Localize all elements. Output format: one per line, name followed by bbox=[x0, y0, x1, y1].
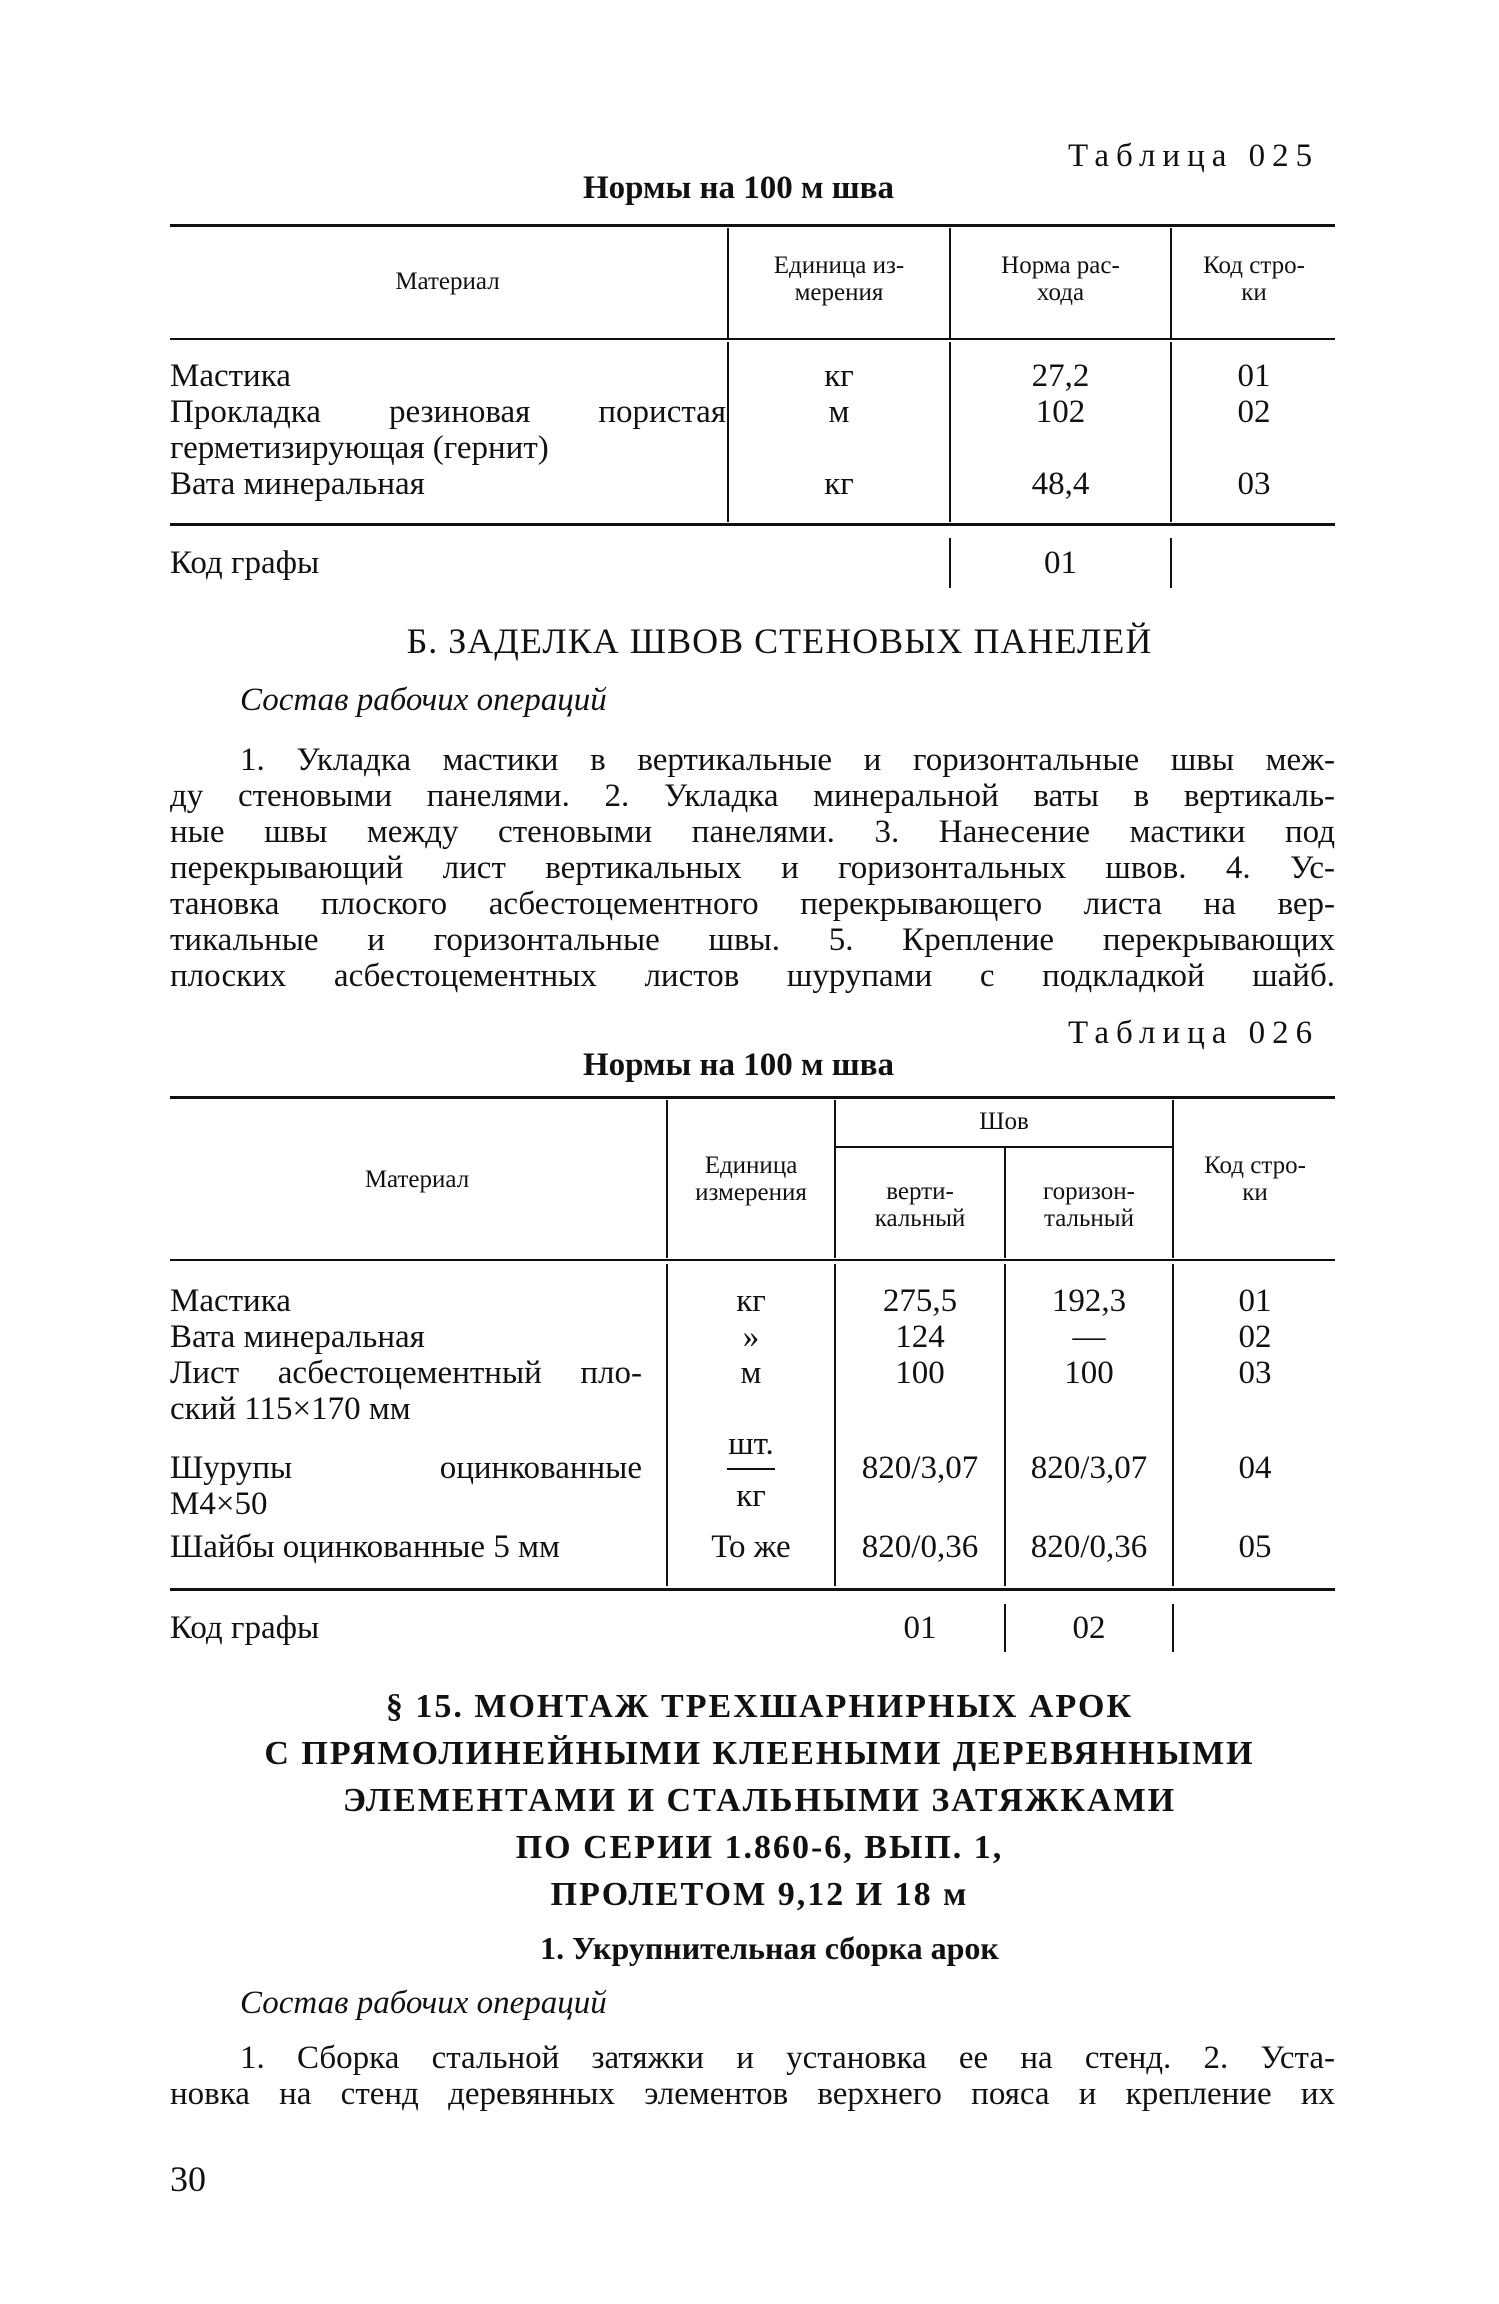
table-cell-unit: кг bbox=[736, 1283, 766, 1319]
header-unit bbox=[669, 1152, 833, 1206]
table-cell-unit: кг bbox=[824, 358, 854, 394]
table-rule bbox=[170, 523, 1335, 526]
table-rule bbox=[170, 1588, 1335, 1591]
table-cell-horizontal: 820/0,36 bbox=[1030, 1529, 1148, 1565]
table-cell-vertical: 100 bbox=[895, 1355, 945, 1391]
section-15-paragraph bbox=[170, 2040, 1335, 2112]
table-footer-col: 01 bbox=[903, 1610, 937, 1646]
table-cell-code: 03 bbox=[1238, 1355, 1272, 1391]
header-horizontal-line: горизон- bbox=[1043, 1178, 1135, 1205]
table-cell-material: герметизирующая (гернит) bbox=[170, 430, 549, 466]
column-divider bbox=[666, 1100, 668, 1258]
header-code bbox=[1173, 252, 1335, 306]
column-divider bbox=[834, 1264, 836, 1586]
header-unit-line: Единица из- bbox=[773, 252, 905, 279]
column-divider bbox=[1172, 1604, 1174, 1652]
header-vertical bbox=[837, 1178, 1003, 1232]
table-cell-material: Шурупы оцинкованные bbox=[170, 1450, 642, 1486]
table-cell-norm: 27,2 bbox=[1031, 358, 1090, 394]
table-cell-unit: кг bbox=[824, 466, 854, 502]
column-divider bbox=[1170, 228, 1172, 338]
table-cell-vertical: 275,5 bbox=[882, 1283, 958, 1319]
table-cell-unit: м bbox=[740, 1355, 762, 1391]
paragraph-line: тикальные и горизонтальные швы. 5. Крепление перекрывающих bbox=[170, 922, 1335, 958]
table-rule bbox=[170, 1259, 1335, 1261]
title-line: ПО СЕРИИ 1.860-6, ВЫП. 1, bbox=[515, 1829, 1004, 1866]
table-cell-material: Шайбы оцинкованные 5 мм bbox=[170, 1529, 560, 1565]
section-b-title: Б. ЗАДЕЛКА ШВОВ СТЕНОВЫХ ПАНЕЛЕЙ bbox=[406, 621, 1153, 661]
header-code-line: Код стро- bbox=[1203, 252, 1305, 279]
header-code-line: Код стро- bbox=[1204, 1152, 1306, 1179]
table-026-norms: Нормы на 100 м шва bbox=[583, 1047, 894, 1083]
column-divider bbox=[949, 538, 951, 588]
operations-heading: Состав рабочих операций bbox=[240, 1985, 607, 2021]
column-divider bbox=[1170, 342, 1172, 522]
column-divider bbox=[1004, 1148, 1006, 1258]
header-unit bbox=[730, 252, 948, 306]
header-norm-line: хода bbox=[1036, 279, 1085, 306]
header-material: Материал bbox=[364, 1166, 470, 1193]
column-divider bbox=[727, 342, 729, 522]
header-unit-line: мерения bbox=[794, 279, 884, 306]
table-footer-label: Код графы bbox=[170, 545, 320, 581]
table-cell-material: ский 115×170 мм bbox=[170, 1391, 411, 1427]
table-footer-label: Код графы bbox=[170, 1610, 320, 1646]
table-cell-material: Мастика bbox=[170, 358, 291, 394]
header-horizontal bbox=[1007, 1178, 1171, 1232]
table-cell-horizontal: 100 bbox=[1064, 1355, 1114, 1391]
header-norm bbox=[952, 252, 1169, 306]
header-code-line: ки bbox=[1242, 1179, 1268, 1206]
table-cell-vertical: 820/0,36 bbox=[861, 1529, 979, 1565]
header-vertical-line: верти- bbox=[886, 1178, 954, 1205]
paragraph-line: ные швы между стеновыми панелями. 3. Нанесение мастики под bbox=[170, 814, 1335, 850]
column-divider bbox=[949, 228, 951, 338]
header-horizontal-line: тальный bbox=[1044, 1205, 1134, 1232]
section-15-subtitle: 1. Укрупнительная сборка арок bbox=[540, 1930, 999, 1966]
table-cell-code: 03 bbox=[1237, 466, 1271, 502]
table-cell-vertical: 820/3,07 bbox=[861, 1450, 979, 1486]
table-cell-material: Вата минеральная bbox=[170, 466, 425, 502]
paragraph-line: 1. Сборка стальной затяжки и установка ее на стенд. 2. Уста- bbox=[240, 2040, 1335, 2076]
table-cell-unit: То же bbox=[711, 1529, 791, 1565]
page-number: 30 bbox=[170, 2159, 206, 2199]
table-cell-material: Мастика bbox=[170, 1283, 291, 1319]
table-025-label: Таблица 025 bbox=[1068, 138, 1320, 174]
table-cell-unit: » bbox=[742, 1319, 760, 1355]
table-cell-code: 02 bbox=[1237, 394, 1271, 430]
header-seam: Шов bbox=[979, 1108, 1029, 1135]
fraction-bar bbox=[727, 1468, 775, 1470]
column-divider bbox=[834, 1100, 836, 1258]
table-cell-unit: м bbox=[828, 394, 850, 430]
table-rule bbox=[170, 224, 1335, 227]
header-unit-line: измерения bbox=[695, 1179, 807, 1206]
table-cell-material: Прокладка резиновая пористая bbox=[170, 394, 726, 430]
table-footer-col: 01 bbox=[1044, 545, 1077, 581]
table-cell-code: 02 bbox=[1238, 1319, 1272, 1355]
column-divider bbox=[1004, 1264, 1006, 1586]
table-cell-horizontal: — bbox=[1072, 1319, 1106, 1355]
header-vertical-line: кальный bbox=[874, 1205, 966, 1232]
table-cell-code: 01 bbox=[1237, 358, 1271, 394]
table-cell-material: Вата минеральная bbox=[170, 1319, 425, 1355]
title-line: ПРОЛЕТОМ 9,12 И 18 м bbox=[550, 1876, 969, 1913]
table-cell-unit-denominator: кг bbox=[736, 1478, 766, 1514]
table-rule bbox=[170, 1096, 1335, 1099]
table-026-label: Таблица 026 bbox=[1068, 1015, 1320, 1051]
paragraph-line: ду стеновыми панелями. 2. Укладка минеральной ваты в вертикаль- bbox=[170, 778, 1335, 814]
table-cell-material: Лист асбестоцементный пло- bbox=[170, 1355, 642, 1391]
header-code-line: ки bbox=[1241, 279, 1267, 306]
header-material: Материал bbox=[395, 268, 500, 295]
header-unit-line: Единица bbox=[704, 1152, 798, 1179]
column-divider bbox=[1170, 538, 1172, 588]
table-cell-code: 01 bbox=[1238, 1283, 1272, 1319]
header-code bbox=[1175, 1152, 1335, 1206]
column-divider bbox=[1172, 1100, 1174, 1258]
paragraph-line: тановка плоского асбестоцементного перекрывающего листа на вер- bbox=[170, 886, 1335, 922]
table-cell-norm: 102 bbox=[1035, 394, 1086, 430]
table-cell-material: М4×50 bbox=[170, 1486, 268, 1522]
paragraph-line: перекрывающий лист вертикальных и горизонтальных швов. 4. Ус- bbox=[170, 850, 1335, 886]
title-line: С ПРЯМОЛИНЕЙНЫМИ КЛЕЕНЫМИ ДЕРЕВЯННЫМИ bbox=[264, 1735, 1255, 1772]
section-15-title bbox=[0, 1683, 1499, 1918]
title-line: § 15. МОНТАЖ ТРЕХШАРНИРНЫХ АРОК bbox=[385, 1688, 1134, 1725]
table-cell-code: 05 bbox=[1238, 1529, 1272, 1565]
section-b-paragraph bbox=[170, 742, 1335, 994]
paragraph-line: новка на стенд деревянных элементов верхнего пояса и крепление их bbox=[170, 2076, 1335, 2112]
paragraph-line: плоских асбестоцементных листов шурупами с подкладкой шайб. bbox=[170, 958, 1335, 994]
title-line: ЭЛЕМЕНТАМИ И СТАЛЬНЫМИ ЗАТЯЖКАМИ bbox=[342, 1782, 1177, 1819]
table-footer-col: 02 bbox=[1072, 1610, 1106, 1646]
table-cell-norm: 48,4 bbox=[1031, 466, 1090, 502]
table-cell-horizontal: 192,3 bbox=[1051, 1283, 1127, 1319]
table-025-norms: Нормы на 100 м шва bbox=[583, 170, 894, 206]
table-cell-horizontal: 820/3,07 bbox=[1030, 1450, 1148, 1486]
column-divider bbox=[666, 1264, 668, 1586]
column-divider bbox=[949, 342, 951, 522]
column-divider bbox=[1004, 1604, 1006, 1652]
column-divider bbox=[727, 228, 729, 338]
table-cell-unit-numerator: шт. bbox=[728, 1426, 774, 1462]
column-divider bbox=[1172, 1264, 1174, 1586]
table-rule bbox=[170, 338, 1335, 340]
paragraph-line: 1. Укладка мастики в вертикальные и горизонтальные швы меж- bbox=[240, 742, 1335, 778]
table-cell-code: 04 bbox=[1238, 1450, 1272, 1486]
header-norm-line: Норма рас- bbox=[1001, 252, 1120, 279]
operations-heading: Состав рабочих операций bbox=[240, 682, 607, 718]
table-cell-vertical: 124 bbox=[895, 1319, 945, 1355]
